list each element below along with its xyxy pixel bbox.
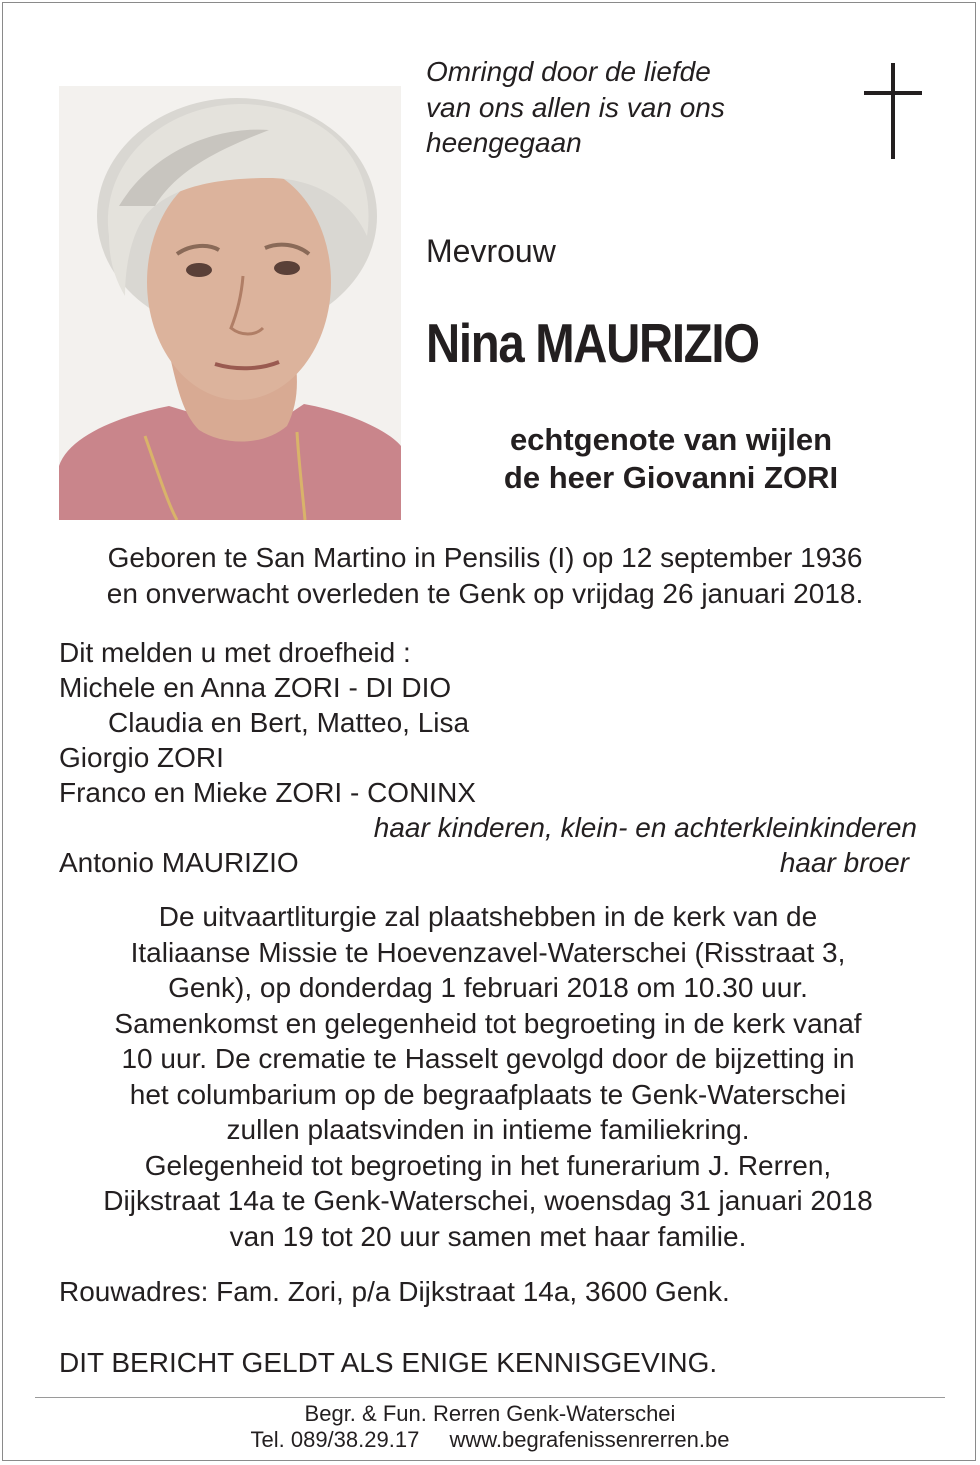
- footer-divider: [35, 1397, 945, 1398]
- intro-line: Omringd door de liefde: [426, 56, 711, 87]
- deceased-title: Mevrouw: [426, 233, 556, 269]
- funeral-line: van 19 tot 20 uur samen met haar familie.: [229, 1220, 747, 1252]
- mourning-address: Rouwadres: Fam. Zori, p/a Dijkstraat 14a, 3600 Genk.: [59, 1276, 730, 1307]
- portrait-photo: [59, 86, 401, 520]
- website-link[interactable]: www.begrafenissenrerren.be: [449, 1427, 730, 1452]
- spouse-line: echtgenote van wijlen: [509, 422, 833, 457]
- phone-number: Tel. 089/38.29.17: [250, 1427, 420, 1452]
- birth-line: Geboren te San Martino in Pensilis (I) op 12 september 1936: [107, 542, 863, 573]
- funeral-line: Italiaanse Missie te Hoevenzavel-Waterschei (Risstraat 3,: [130, 936, 846, 968]
- funeral-line: Gelegenheid tot begroeting in het funerarium J. Rerren,: [144, 1149, 832, 1181]
- funeral-line: 10 uur. De crematie te Hasselt gevolgd door de bijzetting in: [121, 1043, 855, 1074]
- children-relation: haar kinderen, klein- en achterkleinkinderen: [373, 812, 917, 843]
- sibling-row: [59, 845, 919, 880]
- intro-phrase: [426, 54, 725, 161]
- family-member: Giorgio ZORI: [59, 742, 224, 773]
- deceased-name: Nina MAURIZIO: [426, 312, 759, 374]
- family-list: [59, 635, 919, 880]
- footer-contact: [0, 1427, 980, 1453]
- family-member: Franco en Mieke ZORI - CONINX: [59, 777, 476, 808]
- funeral-details: [40, 899, 936, 1254]
- intro-line: heengegaan: [426, 127, 582, 158]
- funeral-line: Genk), op donderdag 1 februari 2018 om 10.30 uur.: [168, 972, 808, 1003]
- funeral-line: zullen plaatsvinden in intieme familiekring.: [226, 1114, 750, 1145]
- funeral-line: Samenkomst en gelegenheid tot begroeting in de kerk vanaf: [114, 1007, 862, 1039]
- spouse-line: de heer Giovanni ZORI: [503, 460, 839, 495]
- birth-line: en onverwacht overleden te Genk op vrijdag 26 januari 2018.: [106, 577, 864, 609]
- footer: [0, 1401, 980, 1453]
- sibling-name: Antonio MAURIZIO: [59, 847, 299, 878]
- sibling-relation: haar broer: [779, 847, 909, 878]
- birth-death-info: [40, 540, 930, 611]
- funeral-line: De uitvaartliturgie zal plaatshebben in de kerk van de: [158, 901, 818, 932]
- cross-icon: [864, 63, 922, 159]
- family-intro: Dit melden u met droefheid :: [59, 637, 411, 668]
- family-member: Claudia en Bert, Matteo, Lisa: [108, 707, 470, 738]
- funeral-line: het columbarium op de begraafplaats te Genk-Waterschei: [129, 1078, 847, 1110]
- family-member: Michele en Anna ZORI - DI DIO: [59, 672, 452, 703]
- funeral-line: Dijkstraat 14a te Genk-Waterschei, woensdag 31 januari 2018: [103, 1185, 873, 1216]
- spouse-info: [426, 421, 916, 497]
- intro-line: van ons allen is van ons: [426, 91, 725, 123]
- notice-text: DIT BERICHT GELDT ALS ENIGE KENNISGEVING.: [59, 1347, 718, 1378]
- funeral-home-name: Begr. & Fun. Rerren Genk-Waterschei: [304, 1401, 676, 1426]
